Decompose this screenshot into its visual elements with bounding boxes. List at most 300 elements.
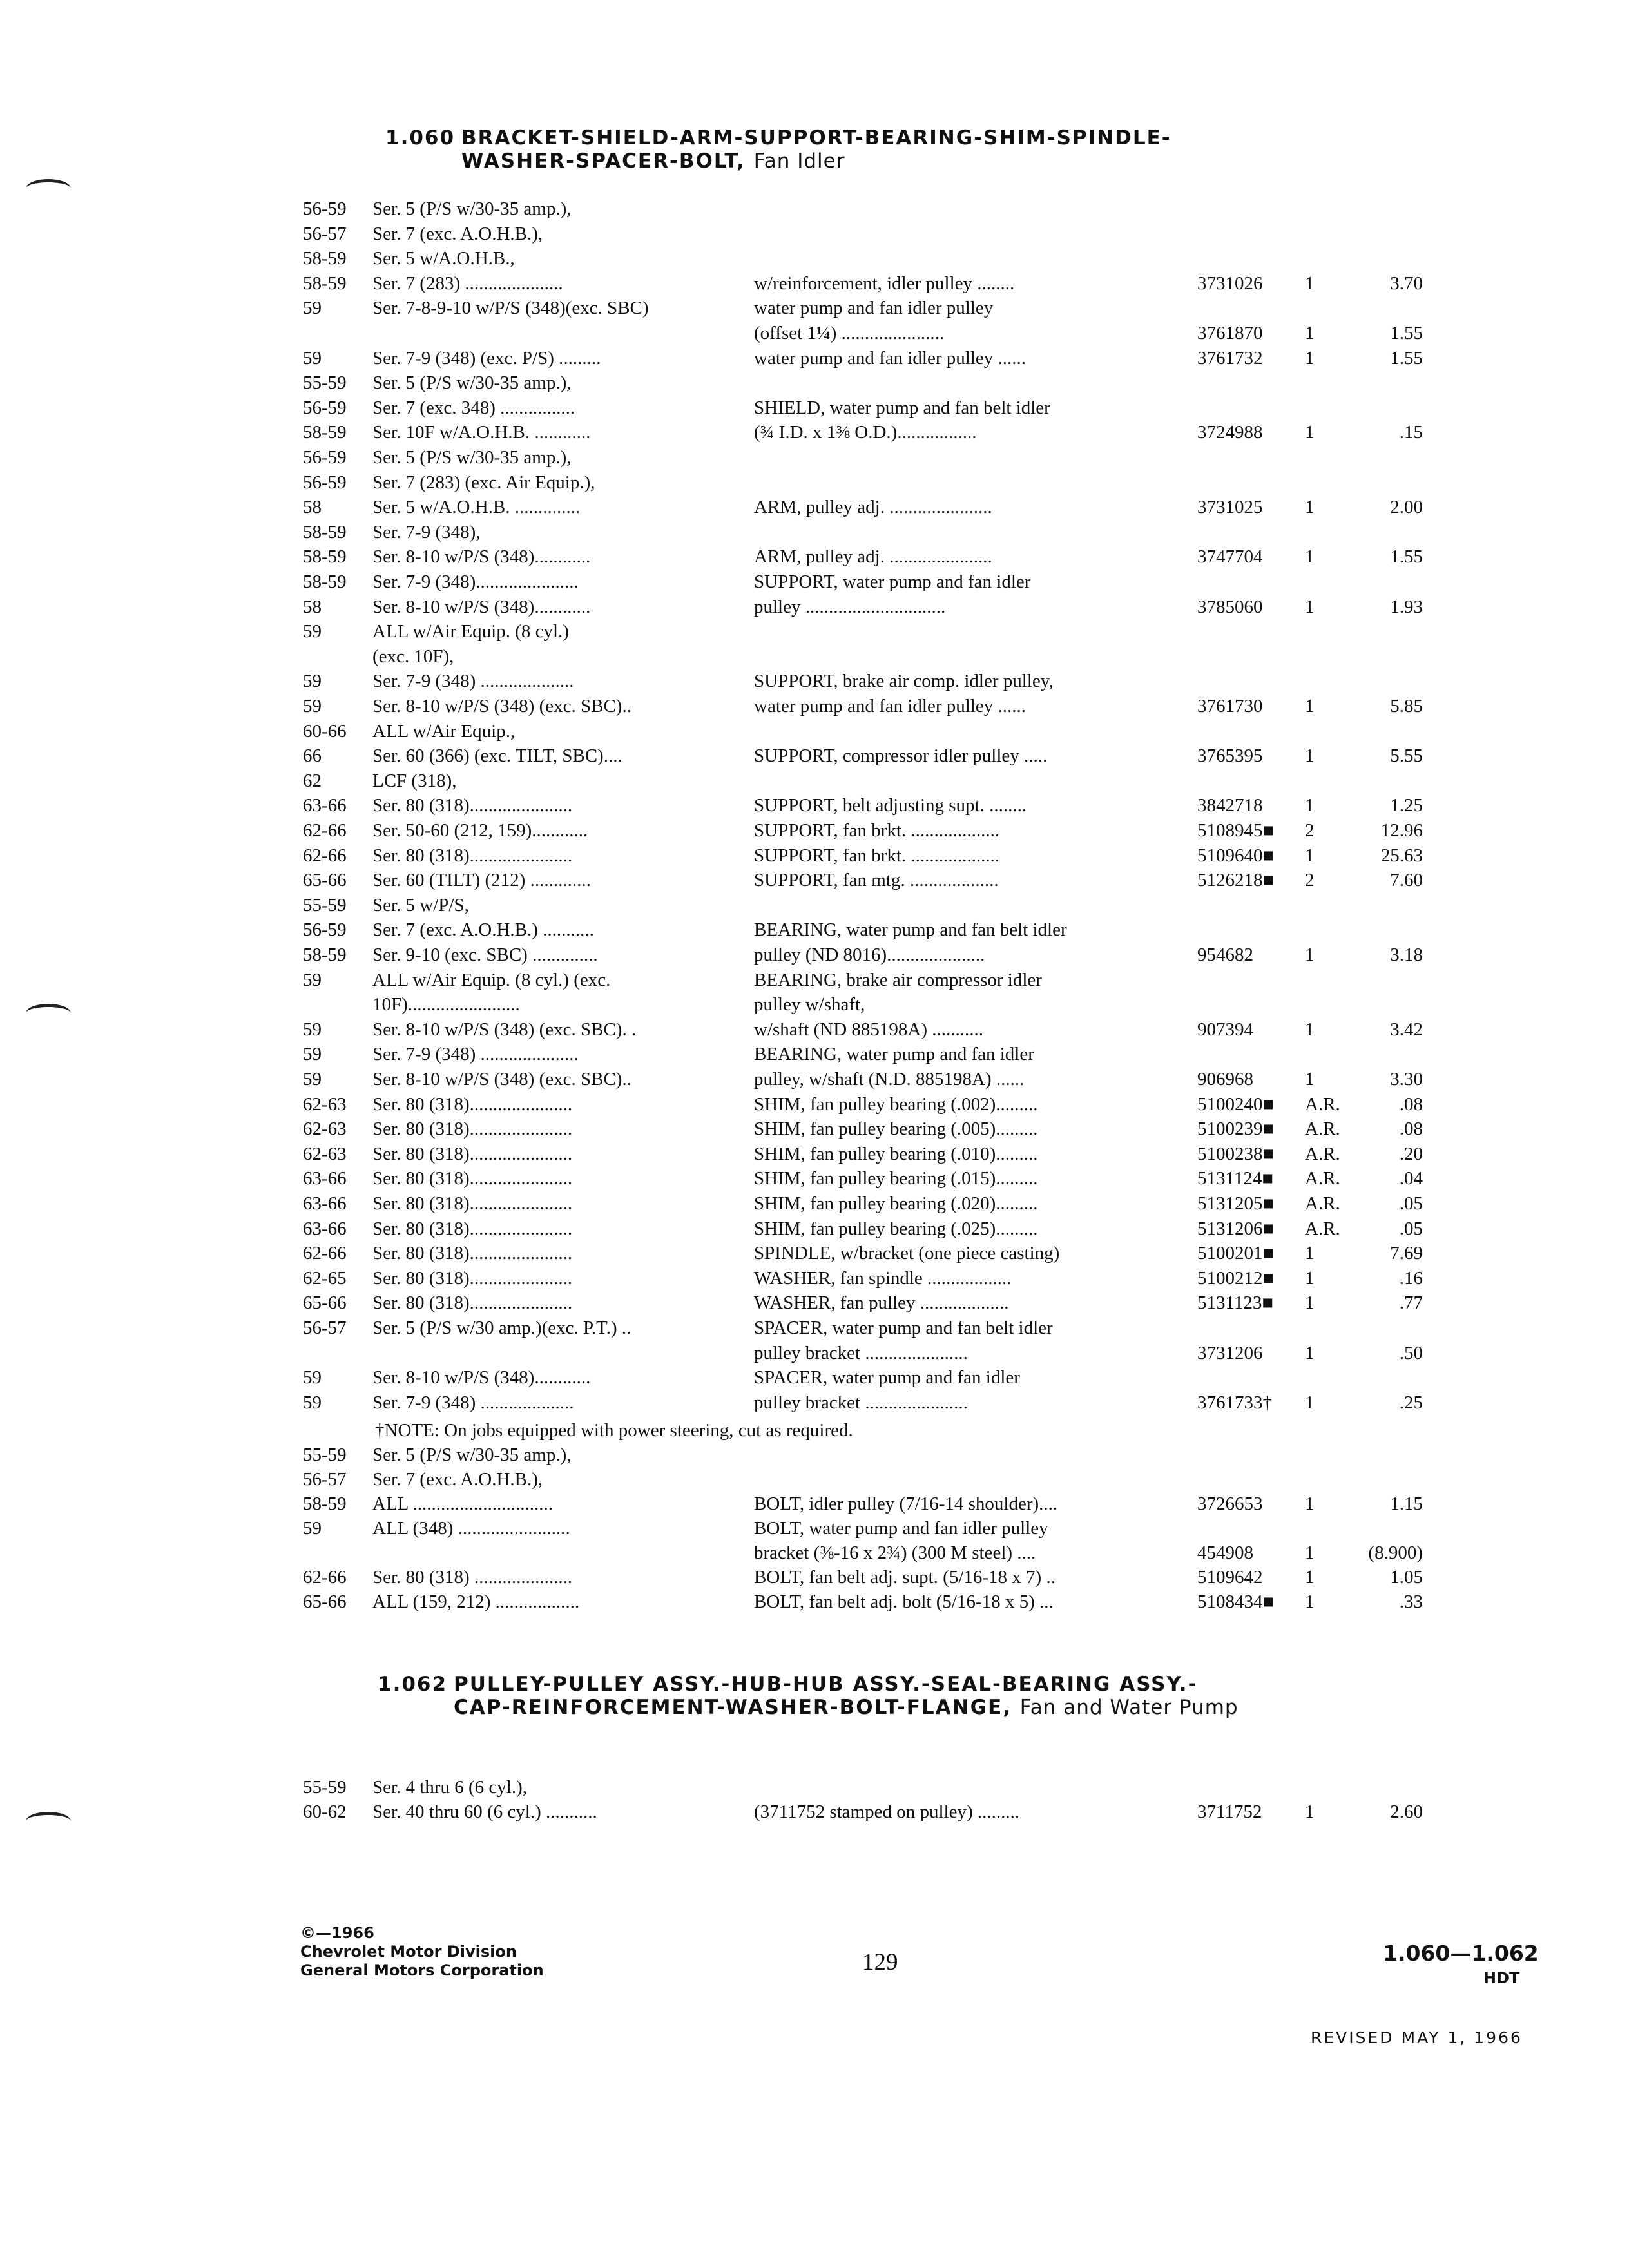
division: Chevrolet Motor Division [300, 1943, 517, 1961]
cell-app: 10F)........................ [372, 994, 520, 1015]
cell-yr: 62 [303, 770, 322, 791]
table-row [0, 1217, 1629, 1241]
cell-part: 3711752 [1197, 1802, 1262, 1822]
cell-yr: 58-59 [303, 572, 347, 592]
cell-qty: 1 [1305, 497, 1315, 518]
cell-app: Ser. 8-10 w/P/S (348) (exc. SBC).. [372, 696, 631, 716]
cell-part: 5108945■ [1197, 820, 1275, 841]
cell-desc: BOLT, fan belt adj. supt. (5/16-18 x 7) .. [754, 1567, 1055, 1588]
cell-yr: 62-63 [303, 1093, 347, 1115]
cell-app: Ser. 80 (318)...................... [372, 845, 573, 866]
cell-yr: 62-63 [303, 1143, 347, 1164]
cell-desc: water pump and fan idler pulley ...... [754, 696, 1026, 716]
cell-yr: 59 [303, 1044, 322, 1065]
cell-price: 12.96 [1380, 820, 1423, 841]
cell-price: 1.55 [1390, 347, 1423, 369]
cell-yr: 56-57 [303, 1469, 347, 1490]
cell-app: Ser. 10F w/A.O.H.B. ............ [372, 422, 591, 443]
cell-desc: SPINDLE, w/bracket (one piece casting) [754, 1243, 1060, 1264]
cell-yr: 59 [303, 1367, 322, 1389]
footnote [0, 1419, 1629, 1443]
cell-desc: SHIM, fan pulley bearing (.002)......... [754, 1093, 1038, 1115]
cell-yr: 62-66 [303, 845, 347, 866]
cell-qty: 1 [1305, 1019, 1315, 1040]
cell-qty: 1 [1305, 323, 1315, 343]
cell-qty: A.R. [1305, 1143, 1340, 1164]
cell-app: Ser. 8-10 w/P/S (348)............ [372, 546, 591, 568]
cell-desc: pulley, w/shaft (N.D. 885198A) ...... [754, 1069, 1025, 1090]
table-row [0, 918, 1629, 942]
cell-app: Ser. 5 (P/S w/30-35 amp.), [372, 198, 572, 219]
section-heading-1062 [378, 1673, 1344, 1724]
cell-desc: water pump and fan idler pulley ...... [754, 347, 1026, 369]
cell-price: 25.63 [1380, 845, 1423, 866]
cell-desc: SUPPORT, fan brkt. ................... [754, 845, 1000, 866]
cell-price: 1.15 [1390, 1494, 1423, 1514]
cell-qty: 1 [1305, 945, 1315, 965]
cell-desc: SUPPORT, brake air comp. idler pulley, [754, 671, 1054, 692]
cell-desc: SHIM, fan pulley bearing (.020)......... [754, 1193, 1038, 1214]
section-ref-range: 1.060—1.062 [1383, 1941, 1539, 1966]
cell-yr: 56-59 [303, 472, 347, 493]
table-row [0, 1117, 1629, 1141]
table-row [0, 222, 1629, 246]
cell-desc: BOLT, idler pulley (7/16-14 shoulder).... [754, 1494, 1058, 1514]
cell-price: 3.18 [1390, 945, 1423, 965]
table-row [0, 1142, 1629, 1166]
cell-qty: 1 [1305, 1494, 1315, 1514]
cell-yr: 56-59 [303, 447, 347, 468]
cell-part: 5100240■ [1197, 1093, 1275, 1115]
cell-yr: 62-66 [303, 820, 347, 841]
table-row [0, 869, 1629, 892]
cell-part: 906968 [1197, 1069, 1253, 1090]
cell-part: 3747704 [1197, 546, 1263, 568]
cell-price: 7.69 [1390, 1243, 1423, 1264]
cell-yr: 58-59 [303, 248, 347, 269]
cell-part: 3761730 [1197, 696, 1263, 716]
cell-desc: SHIM, fan pulley bearing (.015)......... [754, 1168, 1038, 1189]
cell-qty: 1 [1305, 1267, 1315, 1289]
table-row [0, 993, 1629, 1017]
cell-app: Ser. 5 (P/S w/30-35 amp.), [372, 447, 572, 468]
cell-app: Ser. 7 (exc. 348) ................ [372, 397, 575, 418]
cell-desc: bracket (⅜-16 x 2¾) (300 M steel) .... [754, 1542, 1036, 1563]
cell-desc: SUPPORT, fan brkt. ................... [754, 820, 1000, 841]
table-row [0, 769, 1629, 793]
cell-yr: 56-59 [303, 919, 347, 941]
cell-app: Ser. 9-10 (exc. SBC) .............. [372, 945, 598, 965]
cell-desc: SUPPORT, compressor idler pulley ..... [754, 745, 1048, 767]
cell-app: Ser. 80 (318)...................... [372, 1243, 573, 1264]
cell-yr: 59 [303, 1392, 322, 1413]
cell-yr: 60-66 [303, 720, 347, 742]
cell-yr: 58-59 [303, 546, 347, 568]
table-row [0, 247, 1629, 271]
revised-date: REVISED MAY 1, 1966 [1311, 2028, 1523, 2047]
cell-desc: pulley bracket ...................... [754, 1342, 968, 1363]
cell-app: Ser. 7 (283) ..................... [372, 273, 563, 294]
table-row [0, 844, 1629, 868]
table-row [0, 1316, 1629, 1340]
cell-price: 3.42 [1390, 1019, 1423, 1040]
table-row [0, 968, 1629, 992]
table-row [0, 272, 1629, 296]
cell-app: ALL (348) ........................ [372, 1518, 570, 1539]
cell-yr: 55-59 [303, 1777, 347, 1798]
table-row [0, 645, 1629, 669]
table-row [0, 744, 1629, 768]
table-row [0, 1468, 1629, 1492]
cell-yr: 65-66 [303, 1591, 347, 1612]
cell-price: .08 [1399, 1119, 1423, 1140]
cell-part: 5108434■ [1197, 1591, 1275, 1612]
table-row [0, 570, 1629, 594]
cell-desc: SHIM, fan pulley bearing (.005)......... [754, 1119, 1038, 1140]
cell-desc: SUPPORT, water pump and fan idler [754, 572, 1031, 592]
section-title-line1: PULLEY-PULLEY ASSY.-HUB-HUB ASSY.-SEAL-BEARING ASSY.- [454, 1673, 1198, 1696]
table-row [0, 446, 1629, 470]
cell-price: .33 [1399, 1591, 1423, 1612]
cell-qty: 2 [1305, 820, 1315, 841]
cell-app: Ser. 7-9 (348) .................... [372, 671, 574, 692]
cell-qty: A.R. [1305, 1218, 1340, 1239]
cell-part: 3761732 [1197, 347, 1263, 369]
table-row [0, 894, 1629, 918]
table-row [0, 720, 1629, 744]
cell-price: 1.93 [1390, 596, 1423, 617]
cell-desc: pulley bracket ...................... [754, 1392, 968, 1413]
cell-price: .16 [1399, 1267, 1423, 1289]
cell-qty: 1 [1305, 1802, 1315, 1822]
cell-yr: 59 [303, 1019, 322, 1040]
cell-desc: SHIELD, water pump and fan belt idler [754, 397, 1050, 418]
table-row [0, 1366, 1629, 1390]
copyright: ©—1966 [300, 1924, 374, 1942]
cell-yr: 58-59 [303, 521, 347, 543]
table-row [0, 1443, 1629, 1467]
cell-yr: 59 [303, 969, 322, 990]
cell-desc: WASHER, fan pulley ................... [754, 1293, 1009, 1314]
cell-app: (exc. 10F), [372, 646, 454, 667]
table-row [0, 1167, 1629, 1191]
cell-price: 3.70 [1390, 273, 1423, 294]
cell-desc: SHIM, fan pulley bearing (.010)......... [754, 1143, 1038, 1164]
table-row [0, 1242, 1629, 1265]
cell-app: Ser. 80 (318)...................... [372, 1143, 573, 1164]
table-row [0, 620, 1629, 644]
cell-part: 3731025 [1197, 497, 1263, 518]
cell-part: 3731206 [1197, 1342, 1263, 1363]
cell-app: ALL w/Air Equip. (8 cyl.) [372, 621, 569, 642]
cell-yr: 60-62 [303, 1802, 347, 1822]
table-row [0, 1590, 1629, 1614]
cell-part: 3726653 [1197, 1494, 1263, 1514]
cell-price: .50 [1399, 1342, 1423, 1363]
cell-app: Ser. 80 (318)...................... [372, 1267, 573, 1289]
cell-app: Ser. 5 (P/S w/30 amp.)(exc. P.T.) .. [372, 1318, 631, 1338]
cell-app: Ser. 80 (318)...................... [372, 1119, 573, 1140]
cell-qty: 1 [1305, 1069, 1315, 1090]
cell-qty: 1 [1305, 1542, 1315, 1563]
cell-yr: 59 [303, 696, 322, 716]
table-row [0, 595, 1629, 619]
cell-part: 907394 [1197, 1019, 1253, 1040]
cell-yr: 63-66 [303, 795, 347, 816]
cell-price: .77 [1399, 1293, 1423, 1314]
cell-price: 1.55 [1390, 323, 1423, 343]
cell-yr: 62-66 [303, 1243, 347, 1264]
cell-qty: A.R. [1305, 1093, 1340, 1115]
cell-part: 3761733† [1197, 1392, 1272, 1413]
footnote-text: †NOTE: On jobs equipped with power steering, cut as required. [375, 1420, 853, 1441]
cell-desc: SHIM, fan pulley bearing (.025)......... [754, 1218, 1038, 1239]
table-row [0, 1192, 1629, 1216]
cell-yr: 59 [303, 347, 322, 369]
section-sub: HDT [1483, 1969, 1520, 1987]
section-heading-1060 [385, 126, 1287, 178]
cell-part: 5131205■ [1197, 1193, 1275, 1214]
table-row [0, 545, 1629, 569]
cell-price: 3.30 [1390, 1069, 1423, 1090]
cell-desc: pulley (ND 8016)..................... [754, 945, 985, 965]
cell-price: .05 [1399, 1218, 1423, 1239]
table-row [0, 1068, 1629, 1091]
cell-qty: 2 [1305, 870, 1315, 891]
cell-price: (8.900) [1368, 1542, 1423, 1563]
cell-desc: pulley .............................. [754, 596, 946, 617]
cell-part: 5131123■ [1197, 1293, 1273, 1314]
section-number: 1.060 [385, 126, 456, 149]
cell-app: Ser. 80 (318)...................... [372, 795, 573, 816]
table-row [0, 819, 1629, 843]
table-row [0, 1341, 1629, 1365]
cell-app: Ser. 7-9 (348) (exc. P/S) ......... [372, 347, 601, 369]
cell-part: 5131206■ [1197, 1218, 1275, 1239]
cell-app: Ser. 8-10 w/P/S (348) (exc. SBC). . [372, 1019, 637, 1040]
cell-app: Ser. 8-10 w/P/S (348)............ [372, 1367, 591, 1389]
cell-yr: 58 [303, 497, 322, 518]
cell-app: Ser. 80 (318)...................... [372, 1093, 573, 1115]
table-row [0, 521, 1629, 544]
cell-yr: 55-59 [303, 894, 347, 916]
cell-yr: 59 [303, 621, 322, 642]
cell-desc: BEARING, water pump and fan belt idler [754, 919, 1067, 941]
cell-app: Ser. 80 (318)...................... [372, 1293, 573, 1314]
cell-desc: ARM, pulley adj. ...................... [754, 546, 992, 568]
cell-price: 2.60 [1390, 1802, 1423, 1822]
cell-part: 5131124■ [1197, 1168, 1273, 1189]
cell-yr: 59 [303, 298, 322, 319]
table-row [0, 322, 1629, 345]
cell-app: Ser. 80 (318)...................... [372, 1193, 573, 1214]
cell-qty: 1 [1305, 422, 1315, 443]
cell-price: 1.55 [1390, 546, 1423, 568]
punch-mark-top [26, 179, 71, 198]
cell-yr: 59 [303, 671, 322, 692]
section-number: 1.062 [378, 1673, 448, 1696]
cell-app: Ser. 7-9 (348)...................... [372, 572, 579, 592]
cell-part: 454908 [1197, 1542, 1253, 1563]
cell-app: Ser. 5 w/A.O.H.B., [372, 248, 515, 269]
cell-qty: A.R. [1305, 1119, 1340, 1140]
cell-price: .04 [1399, 1168, 1423, 1189]
table-row [0, 396, 1629, 420]
cell-desc: SPACER, water pump and fan belt idler [754, 1318, 1053, 1338]
cell-app: Ser. 50-60 (212, 159)............ [372, 820, 588, 841]
page-number: 129 [862, 1949, 898, 1975]
cell-part: 5100238■ [1197, 1143, 1275, 1164]
table-row [0, 495, 1629, 519]
cell-app: ALL w/Air Equip., [372, 720, 516, 742]
cell-yr: 63-66 [303, 1168, 347, 1189]
cell-app: ALL .............................. [372, 1494, 554, 1514]
cell-desc: (offset 1¼) ...................... [754, 323, 945, 343]
cell-yr: 55-59 [303, 372, 347, 394]
table-row [0, 1776, 1629, 1800]
cell-app: Ser. 7 (exc. A.O.H.B.) ........... [372, 919, 594, 941]
cell-part: 3842718 [1197, 795, 1263, 816]
cell-yr: 58-59 [303, 422, 347, 443]
cell-yr: 63-66 [303, 1218, 347, 1239]
cell-app: LCF (318), [372, 770, 457, 791]
cell-yr: 62-66 [303, 1567, 347, 1588]
cell-yr: 56-57 [303, 223, 347, 244]
table-row [0, 421, 1629, 445]
cell-qty: 1 [1305, 273, 1315, 294]
cell-yr: 55-59 [303, 1445, 347, 1465]
cell-desc: BOLT, water pump and fan idler pulley [754, 1518, 1048, 1539]
cell-qty: 1 [1305, 845, 1315, 866]
cell-desc: w/shaft (ND 885198A) ........... [754, 1019, 984, 1040]
cell-app: Ser. 80 (318) ..................... [372, 1567, 573, 1588]
cell-qty: A.R. [1305, 1193, 1340, 1214]
cell-yr: 56-57 [303, 1318, 347, 1338]
table-row [0, 1391, 1629, 1415]
cell-app: Ser. 60 (TILT) (212) ............. [372, 870, 591, 891]
cell-desc: water pump and fan idler pulley [754, 298, 994, 319]
table-row [0, 794, 1629, 818]
cell-desc: BEARING, brake air compressor idler [754, 969, 1042, 990]
section-title-line1: BRACKET-SHIELD-ARM-SUPPORT-BEARING-SHIM-SPINDLE- [461, 126, 1171, 149]
cell-part: 3785060 [1197, 596, 1263, 617]
cell-yr: 58-59 [303, 945, 347, 965]
table-row [0, 1291, 1629, 1315]
section-title-line2: WASHER-SPACER-BOLT, [461, 149, 746, 173]
section-title-suffix: Fan Idler [753, 149, 845, 173]
table-row [0, 371, 1629, 395]
cell-yr: 62-63 [303, 1119, 347, 1140]
cell-app: Ser. 7 (exc. A.O.H.B.), [372, 223, 543, 244]
table-row [0, 1566, 1629, 1590]
cell-qty: 1 [1305, 1392, 1315, 1413]
cell-yr: 56-59 [303, 397, 347, 418]
cell-desc: SUPPORT, belt adjusting supt. ........ [754, 795, 1027, 816]
cell-app: ALL (159, 212) .................. [372, 1591, 580, 1612]
cell-desc: SPACER, water pump and fan idler [754, 1367, 1020, 1389]
cell-qty: 1 [1305, 1567, 1315, 1588]
cell-app: Ser. 60 (366) (exc. TILT, SBC).... [372, 745, 622, 767]
cell-part: 3761870 [1197, 323, 1263, 343]
cell-app: Ser. 8-10 w/P/S (348)............ [372, 596, 591, 617]
cell-qty: 1 [1305, 347, 1315, 369]
table-row [0, 1093, 1629, 1117]
cell-app: Ser. 8-10 w/P/S (348) (exc. SBC).. [372, 1069, 631, 1090]
cell-yr: 59 [303, 1518, 322, 1539]
section-ref [1383, 1941, 1539, 1966]
cell-app: Ser. 7 (exc. A.O.H.B.), [372, 1469, 543, 1490]
cell-desc: w/reinforcement, idler pulley ........ [754, 273, 1015, 294]
cell-part: 954682 [1197, 945, 1253, 965]
table-row [0, 347, 1629, 370]
cell-yr: 56-59 [303, 198, 347, 219]
cell-qty: 1 [1305, 596, 1315, 617]
table-row [0, 1018, 1629, 1042]
cell-app: Ser. 7-9 (348) .................... [372, 1392, 574, 1413]
cell-qty: 1 [1305, 1293, 1315, 1314]
cell-qty: 1 [1305, 795, 1315, 816]
cell-part: 5100201■ [1197, 1243, 1275, 1264]
cell-desc: pulley w/shaft, [754, 994, 865, 1015]
cell-qty: 1 [1305, 1342, 1315, 1363]
table-row [0, 197, 1629, 221]
cell-part: 5109642 [1197, 1567, 1263, 1588]
cell-qty: A.R. [1305, 1168, 1340, 1189]
cell-app: Ser. 80 (318)...................... [372, 1168, 573, 1189]
cell-yr: 59 [303, 1069, 322, 1090]
table-row [0, 1492, 1629, 1516]
cell-app: Ser. 7-9 (348) ..................... [372, 1044, 579, 1065]
cell-part: 3731026 [1197, 273, 1263, 294]
section-title-suffix: Fan and Water Pump [1019, 1696, 1239, 1719]
cell-part: 5100212■ [1197, 1267, 1275, 1289]
cell-yr: 58 [303, 596, 322, 617]
cell-yr: 66 [303, 745, 322, 767]
cell-desc: (3711752 stamped on pulley) ......... [754, 1802, 1020, 1822]
cell-yr: 65-66 [303, 870, 347, 891]
cell-app: Ser. 5 (P/S w/30-35 amp.), [372, 1445, 572, 1465]
cell-price: 1.25 [1390, 795, 1423, 816]
cell-desc: BEARING, water pump and fan idler [754, 1044, 1034, 1065]
cell-desc: (¾ I.D. x 1⅜ O.D.)................. [754, 422, 977, 443]
cell-app: Ser. 7-9 (348), [372, 521, 481, 543]
table-row [0, 471, 1629, 495]
cell-app: Ser. 5 (P/S w/30-35 amp.), [372, 372, 572, 394]
cell-app: ALL w/Air Equip. (8 cyl.) (exc. [372, 969, 611, 990]
cell-desc: SUPPORT, fan mtg. ................... [754, 870, 999, 891]
table-row [0, 1800, 1629, 1824]
cell-qty: 1 [1305, 696, 1315, 716]
cell-yr: 58-59 [303, 1494, 347, 1514]
cell-price: .20 [1399, 1143, 1423, 1164]
cell-desc: WASHER, fan spindle .................. [754, 1267, 1012, 1289]
table-row [0, 943, 1629, 967]
cell-app: Ser. 5 w/P/S, [372, 894, 469, 916]
cell-part: 3765395 [1197, 745, 1263, 767]
table-row [0, 1267, 1629, 1291]
section-title-line2: CAP-REINFORCEMENT-WASHER-BOLT-FLANGE, [454, 1696, 1012, 1719]
cell-app: Ser. 7-8-9-10 w/P/S (348)(exc. SBC) [372, 298, 649, 319]
cell-app: Ser. 80 (318)...................... [372, 1218, 573, 1239]
table-row [0, 695, 1629, 718]
cell-qty: 1 [1305, 1591, 1315, 1612]
cell-yr: 63-66 [303, 1193, 347, 1214]
cell-desc: BOLT, fan belt adj. bolt (5/16-18 x 5) ... [754, 1591, 1054, 1612]
table-row [0, 669, 1629, 693]
table-row [0, 1541, 1629, 1565]
cell-qty: 1 [1305, 745, 1315, 767]
cell-price: .15 [1399, 422, 1423, 443]
